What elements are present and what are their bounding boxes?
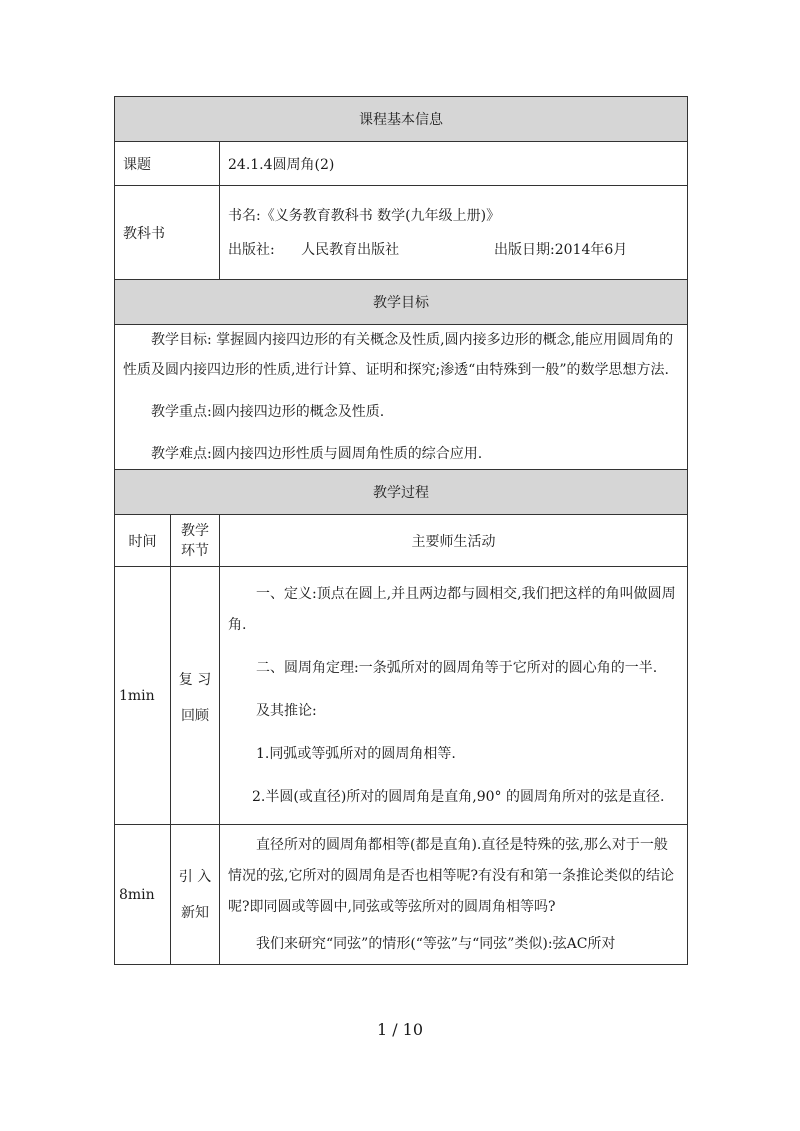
col-time: 时间 bbox=[115, 515, 171, 567]
goals-row bbox=[115, 325, 688, 470]
activity-paragraph: 二、圆周角定理:一条弧所对的圆周角等于它所对的圆心角的一半. bbox=[256, 659, 658, 676]
publish-date: 出版日期:2014年6月 bbox=[494, 241, 628, 258]
process-header-row bbox=[115, 470, 688, 515]
publisher-line bbox=[228, 233, 679, 267]
textbook-details bbox=[220, 186, 688, 280]
goals-header-row bbox=[115, 280, 688, 325]
process-row-intro bbox=[115, 825, 688, 965]
activity-paragraph: 及其推论: bbox=[256, 702, 317, 719]
textbook-label: 教科书 bbox=[115, 186, 220, 280]
col-stage-line1: 教学 bbox=[181, 522, 209, 539]
course-info-header-row bbox=[115, 97, 688, 142]
page-number: 1 / 10 bbox=[376, 1020, 424, 1039]
row-activity bbox=[220, 825, 688, 965]
teaching-goal: 教学目标: 掌握圆内接四边形的有关概念及性质,圆内接多边形的概念,能应用圆周角的性质及圆内接四边形的性质,进行计算、证明和探究;渗透“由特殊到一般”的数学思想方法. bbox=[123, 332, 674, 378]
activity-paragraph: 我们来研究“同弦”的情形(“等弦”与“同弦”类似):弦AC所对 bbox=[256, 935, 616, 952]
publisher-label: 出版社: bbox=[228, 241, 275, 258]
col-stage bbox=[171, 515, 220, 567]
row-activity bbox=[220, 567, 688, 825]
col-activity: 主要师生活动 bbox=[220, 515, 688, 567]
goals-content bbox=[115, 325, 688, 470]
activity-paragraph: 直径所对的圆周角都相等(都是直角).直径是特殊的弦,那么对于一般情况的弦,它所对的圆周角是否也相等呢?有没有和第一条推论类似的结论呢?即同圆或等圆中,同弦或等弦所对的圆周角相等吗? bbox=[228, 836, 674, 915]
course-info-header: 课程基本信息 bbox=[115, 97, 688, 142]
difficulty: 教学难点:圆内接四边形性质与圆周角性质的综合应用. bbox=[151, 446, 483, 462]
key-point: 教学重点:圆内接四边形的概念及性质. bbox=[151, 404, 385, 420]
process-header: 教学过程 bbox=[115, 470, 688, 515]
activity-paragraph: 1.同弧或等弧所对的圆周角相等. bbox=[256, 745, 456, 762]
row-stage bbox=[171, 567, 220, 825]
publisher-value: 人民教育出版社 bbox=[301, 241, 400, 258]
row-stage-line2: 回顾 bbox=[181, 707, 209, 724]
row-stage-line1: 复 习 bbox=[178, 671, 212, 688]
topic-label: 课题 bbox=[115, 142, 220, 186]
row-time: 8min bbox=[115, 825, 171, 965]
process-column-header-row bbox=[115, 515, 688, 567]
goals-header: 教学目标 bbox=[115, 280, 688, 325]
col-stage-line2: 环节 bbox=[181, 542, 209, 559]
row-stage-line1: 引 入 bbox=[178, 868, 212, 885]
lesson-plan-table bbox=[114, 96, 688, 965]
textbook-row bbox=[115, 186, 688, 280]
book-name: 书名:《义务教育教科书 数学(九年级上册)》 bbox=[228, 207, 501, 224]
topic-value: 24.1.4圆周角(2) bbox=[220, 142, 688, 186]
process-row-review bbox=[115, 567, 688, 825]
activity-paragraph: 一、定义:顶点在圆上,并且两边都与圆相交,我们把这样的角叫做圆周角. bbox=[228, 585, 676, 633]
row-stage-line2: 新知 bbox=[181, 904, 209, 921]
activity-paragraph: 2.半圆(或直径)所对的圆周角是直角,90° 的圆周角所对的弦是直径. bbox=[252, 788, 665, 805]
row-time: 1min bbox=[115, 567, 171, 825]
row-stage bbox=[171, 825, 220, 965]
topic-row bbox=[115, 142, 688, 186]
